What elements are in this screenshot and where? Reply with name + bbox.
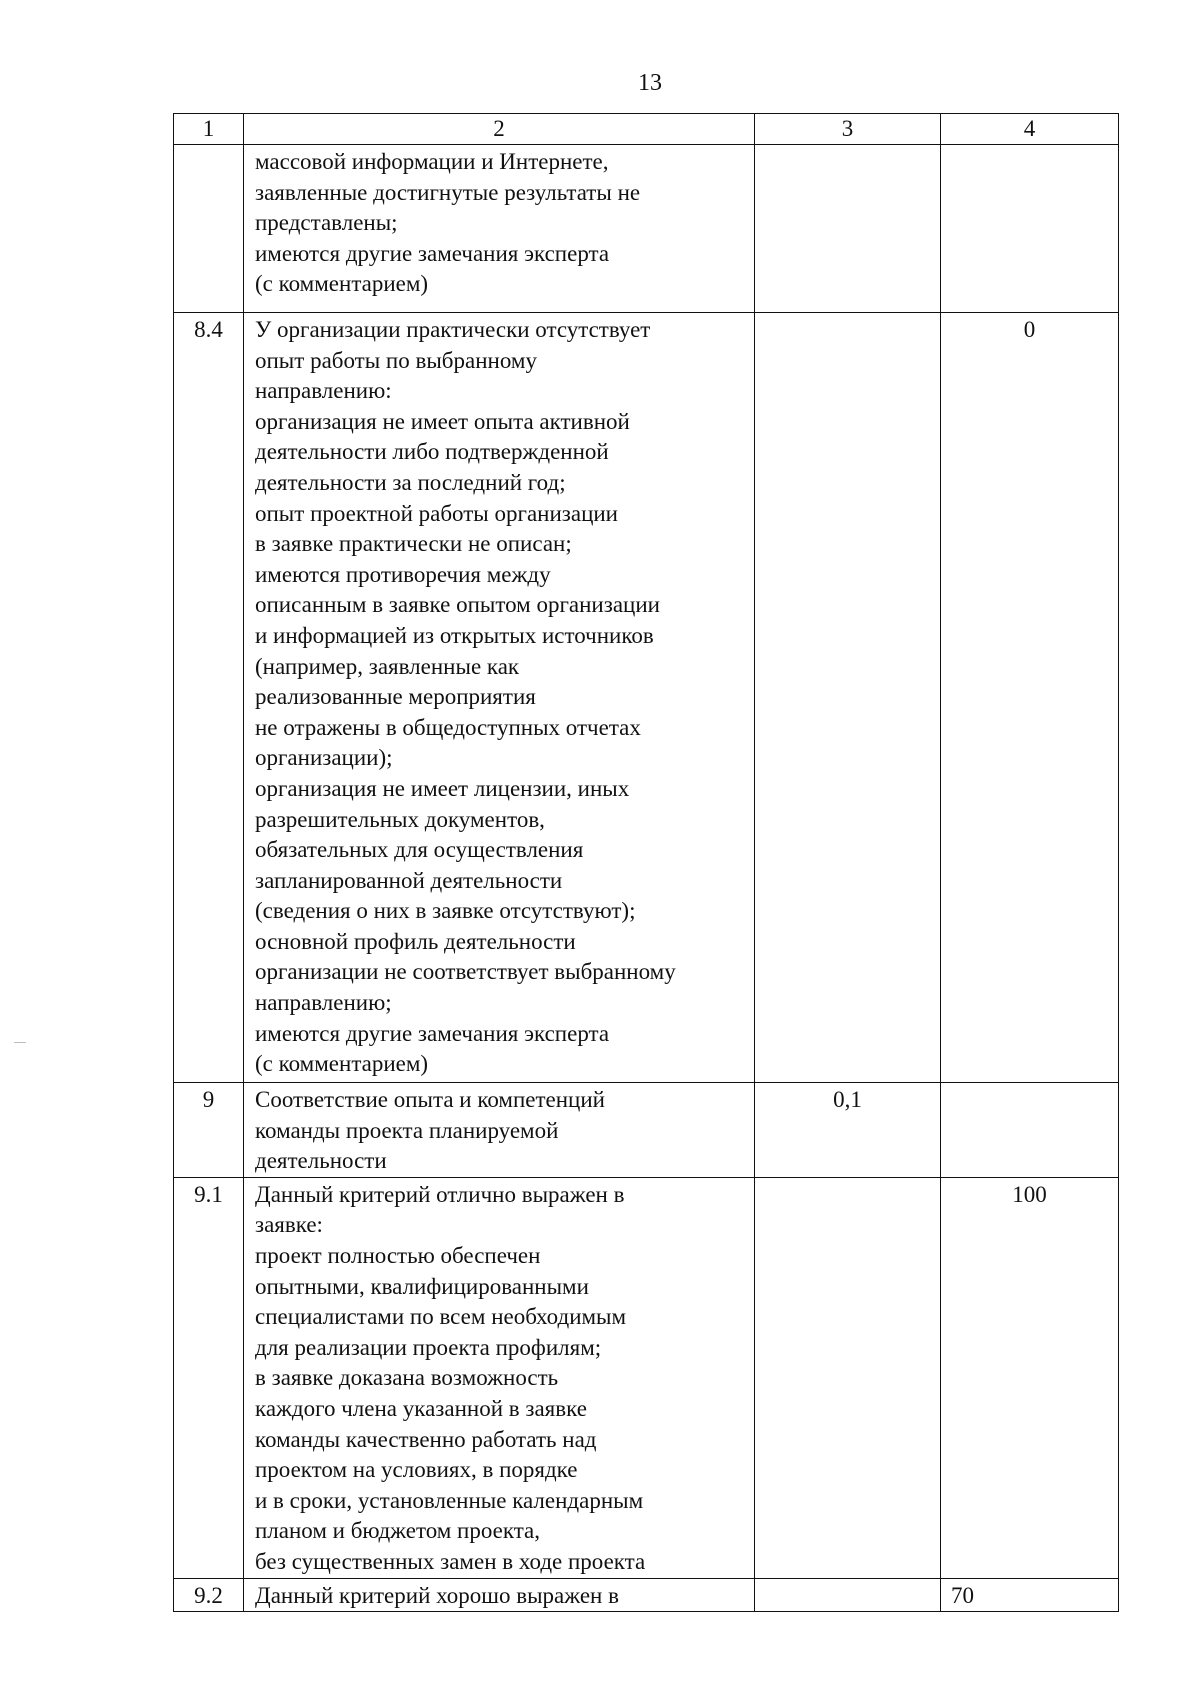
page-number: 13 — [638, 70, 662, 96]
row-weight — [755, 145, 941, 313]
column-header-1: 1 — [174, 114, 244, 145]
row-score — [941, 145, 1119, 313]
row-weight — [755, 1578, 941, 1612]
row-score: 70 — [941, 1578, 1119, 1612]
row-text: Данный критерий хорошо выражен в — [244, 1578, 755, 1612]
row-score: 0 — [941, 313, 1119, 1083]
row-weight — [755, 1177, 941, 1578]
criteria-table — [173, 113, 1119, 1612]
row-text: Соответствие опыта и компетенций команды проекта планируемой деятельности — [244, 1083, 755, 1178]
column-header-2: 2 — [244, 114, 755, 145]
row-score — [941, 1083, 1119, 1178]
margin-mark — [14, 1042, 26, 1043]
row-text: массовой информации и Интернете, заявленные достигнутые результаты не представлены; имеются другие замечания эксперта (с комментарием) — [244, 145, 755, 313]
row-number — [174, 145, 244, 313]
row-text: У организации практически отсутствует опыт работы по выбранному направлению: организация не имеет опыта активной деятельности либо подтвержденной деятельности за последний год; опыт проектной работы организации в заявке практически не описан; имеются противоречия между описанным в заявке опытом организации и информацией из открытых источников (например, заявленные как реализованные мероприятия не отражены в общедоступных отчетах организации); организация не имеет лицензии, иных разрешительных документов, обязательных для осуществления запланированной деятельности (сведения о них в заявке отсутствуют); основной профиль деятельности организации не соответствует выбранному направлению; имеются другие замечания эксперта (с комментарием) — [244, 313, 755, 1083]
column-header-4: 4 — [941, 114, 1119, 145]
row-number: 9.2 — [174, 1578, 244, 1612]
row-number: 9.1 — [174, 1177, 244, 1578]
row-weight — [755, 313, 941, 1083]
table-row — [174, 145, 1119, 313]
row-number: 9 — [174, 1083, 244, 1178]
table-row — [174, 1177, 1119, 1578]
row-weight: 0,1 — [755, 1083, 941, 1178]
row-text: Данный критерий отлично выражен в заявке: проект полностью обеспечен опытными, квалифицированными специалистами по всем необходимым для реализации проекта профилям; в заявке доказана возможность каждого члена указанной в заявке команды качественно работать над проектом на условиях, в порядке и в сроки, установленные календарным планом и бюджетом проекта, без существенных замен в ходе проекта — [244, 1177, 755, 1578]
table-row — [174, 1578, 1119, 1612]
column-header-3: 3 — [755, 114, 941, 145]
row-score: 100 — [941, 1177, 1119, 1578]
table-row — [174, 313, 1119, 1083]
table-row — [174, 1083, 1119, 1178]
table-header-row — [174, 114, 1119, 145]
row-number: 8.4 — [174, 313, 244, 1083]
